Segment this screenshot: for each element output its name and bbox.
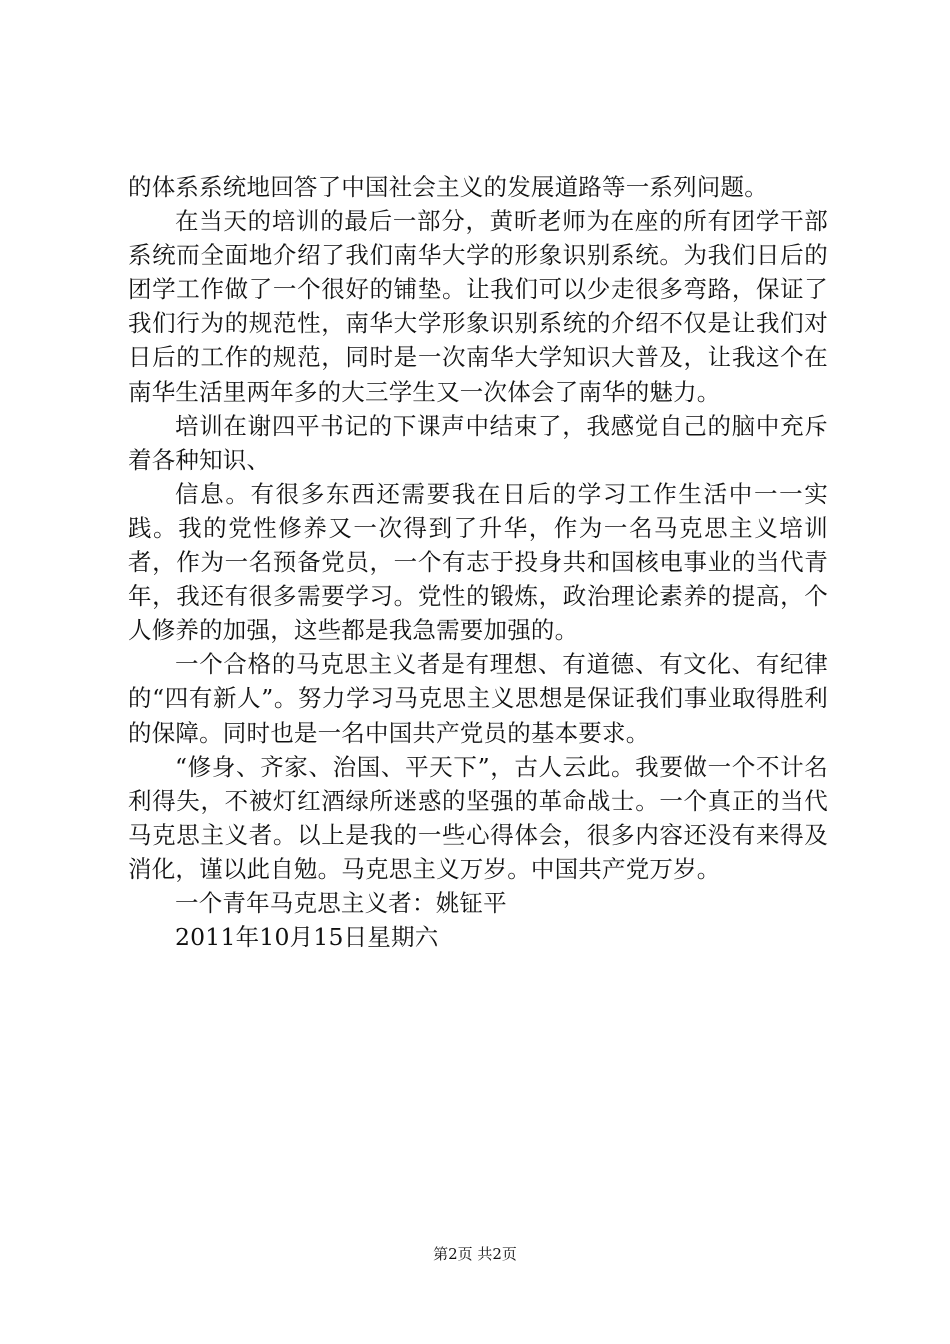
paragraph-training-final-part: 在当天的培训的最后一部分，黄昕老师为在座的所有团学干部系统而全面地介绍了我们南华大学的形象识别系统。为我们日后的团学工作做了一个很好的铺垫。让我们可以少走很多弯路，保证了我们行为的规范性，南华大学形象识别系统的介绍不仅是让我们对日后的工作的规范，同时是一次南华大学知识大普及，让我这个在南华生活里两年多的大三学生又一次体会了南华的魅力。 xyxy=(128,207,828,406)
date-line: 2011年10月15日星期六 xyxy=(175,923,439,952)
paragraph-continuation: 的体系系统地回答了中国社会主义的发展道路等一系列问题。 xyxy=(128,173,768,201)
paragraph-qualified-marxist: 一个合格的马克思主义者是有理想、有道德、有文化、有纪律的“四有新人”。努力学习马克思主义思想是保证我们事业取得胜利的保障。同时也是一名中国共产党员的基本要求。 xyxy=(128,650,828,747)
signature: 一个青年马克思主义者：姚钲平 xyxy=(175,888,507,917)
document-body xyxy=(128,170,828,954)
paragraph-self-cultivation: “修身、齐家、治国、平天下”，古人云此。我要做一个不计名利得失，不被灯红酒绿所迷惑的坚强的革命战士。一个真正的当代马克思主义者。以上是我的一些心得体会，很多内容还没有来得及消化，谨以此自勉。马克思主义万岁。中国共产党万岁。 xyxy=(128,752,828,883)
paragraph-information-practice: 信息。有很多东西还需要我在日后的学习工作生活中一一实践。我的党性修养又一次得到了升华，作为一名马克思主义培训者，作为一名预备党员，一个有志于投身共和国核电事业的当代青年，我还有很多需要学习。党性的锻炼，政治理论素养的提高，个人修养的加强，这些都是我急需要加强的。 xyxy=(128,479,828,645)
paragraph-training-end: 培训在谢四平书记的下课声中结束了，我感觉自己的脑中充斥着各种知识、 xyxy=(128,411,828,474)
page-footer xyxy=(0,1244,950,1264)
page-indicator: 第2页 共2页 xyxy=(433,1245,517,1263)
